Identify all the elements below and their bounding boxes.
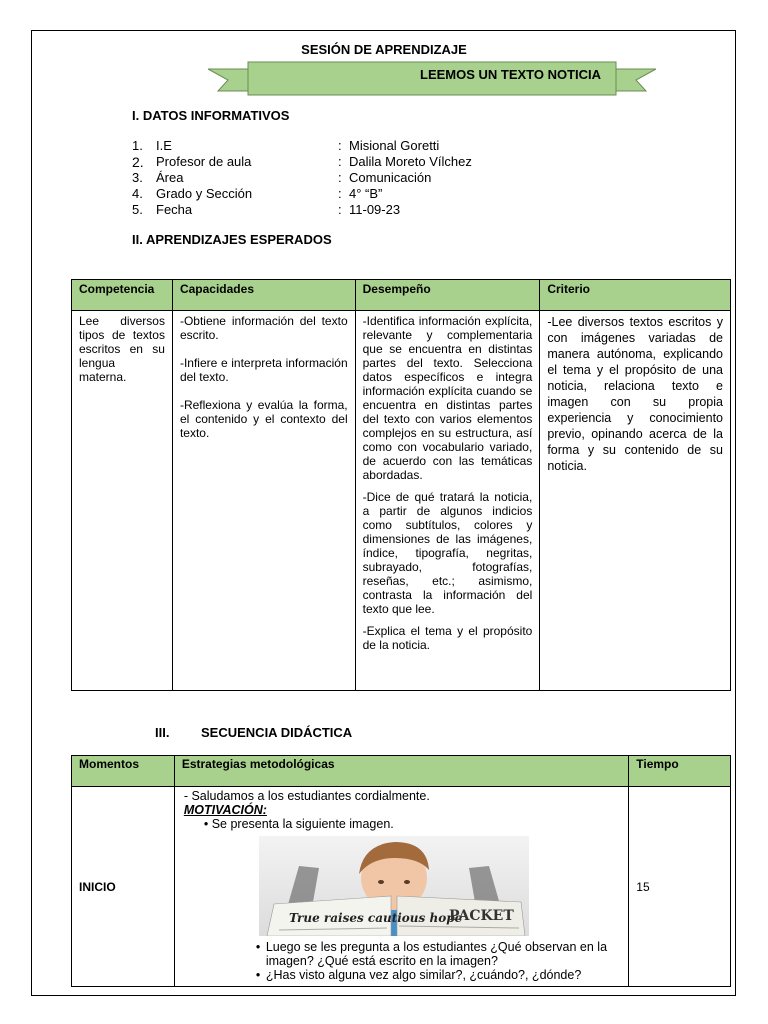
cell-momento: INICIO — [72, 787, 175, 987]
newspaper-headline-right: PACKET — [448, 908, 514, 924]
desempeno-item: -Explica el tema y el propósito de la noticia. — [362, 624, 533, 652]
header-momentos: Momentos — [72, 756, 175, 787]
header-estrategias: Estrategias metodológicas — [174, 756, 628, 787]
aprendizajes-table — [71, 279, 731, 691]
criterio-text: -Lee diversos textos escritos y con imágenes variadas de manera autónoma, explicando el tema y el propósito de una noticia, relaciona texto e imagen con su propia experiencia y conocimiento previo, opinando acerca de la forma y su contenido de su noticia. — [547, 315, 723, 473]
desempeno-item: -Identifica información explícita, relevante y complementaria que se encuentra en distintas partes del texto. Selecciona datos específicos e integra información explícita cuando se encuentra en distintas partes del texto con varios elementos complejos en su estructura, así como con vocabulario variado, de acuerdo con las temáticas abordadas. — [362, 314, 533, 482]
banner-title: LEEMOS UN TEXTO NOTICIA — [420, 67, 602, 82]
table-header-row — [72, 280, 731, 311]
bullet-icon: • — [203, 817, 212, 831]
capacidad-item: -Reflexiona y evalúa la forma, el contenido y el contexto del texto. — [179, 398, 348, 440]
capacidad-item: -Obtiene información del texto escrito. — [179, 314, 348, 342]
section-aprendizajes-heading: II. APRENDIZAJES ESPERADOS — [132, 232, 332, 247]
question-item — [184, 968, 621, 982]
table-row — [72, 787, 731, 987]
header-desempeno: Desempeño — [355, 280, 540, 311]
motivation-label: MOTIVACIÓN: — [183, 803, 267, 817]
cell-competencia — [72, 311, 173, 691]
info-label: I.E — [156, 138, 172, 153]
question-item — [184, 940, 621, 968]
cell-desempeno — [355, 311, 540, 691]
desempeno-item: -Dice de qué tratará la noticia, a partir de algunos indicios como subtítulos, colores y dimensiones de las imágenes, índice, tipografía, negritas, subrayado, fotografías, reseñas, etc.; asimismo, contrasta la información del texto que lee. — [362, 490, 533, 616]
table-header-row — [72, 756, 731, 787]
info-label: Profesor de aula — [156, 154, 252, 169]
secuencia-table — [71, 755, 731, 987]
info-value: Comunicación — [349, 170, 432, 185]
info-num: 4. — [132, 186, 143, 201]
header-tiempo: Tiempo — [629, 756, 731, 787]
info-value: 11-09-23 — [349, 202, 401, 217]
info-colon: : — [338, 138, 342, 153]
header-capacidades: Capacidades — [172, 280, 355, 311]
info-value: 4° “B” — [349, 186, 383, 201]
cell-criterio — [540, 311, 731, 691]
info-num: 1. — [132, 138, 143, 153]
info-row-area — [132, 170, 532, 186]
question-text: • ¿Has visto alguna vez algo similar?, ¿cuándo?, ¿dónde? — [265, 968, 582, 982]
competencia-text: Lee diversos tipos de textos escritos en su lengua materna. — [79, 314, 165, 384]
section-secuencia-heading: SECUENCIA DIDÁCTICA — [201, 725, 353, 740]
header-criterio: Criterio — [540, 280, 731, 311]
info-value: Misional Goretti — [349, 138, 440, 153]
info-value: Dalila Moreto Vílchez — [349, 154, 472, 169]
cell-estrategias — [174, 787, 628, 987]
info-colon: : — [338, 202, 342, 217]
info-row-grado — [132, 186, 532, 202]
info-num: 3. — [132, 170, 143, 185]
cell-capacidades — [172, 311, 355, 691]
section-datos-heading: I. DATOS INFORMATIVOS — [132, 108, 290, 123]
header-competencia: Competencia — [72, 280, 173, 311]
greeting-text: - Saludamos a los estudiantes cordialmente. — [183, 789, 430, 803]
info-label: Área — [156, 170, 184, 185]
newspaper-headline-left: True raises cautious hope — [288, 911, 463, 925]
info-list — [132, 138, 532, 218]
info-colon: : — [338, 170, 342, 185]
image-intro-item — [184, 817, 621, 831]
info-row-profesor — [132, 154, 532, 170]
capacidad-item: -Infiere e interpreta información del texto. — [179, 356, 348, 384]
info-colon: : — [338, 154, 342, 169]
table-row — [72, 311, 731, 691]
question-text: • Luego se les pregunta a los estudiantes ¿Qué observan en la imagen? ¿Qué está escrito en la imagen? — [265, 940, 608, 968]
image-intro-text: Se presenta la siguiente imagen. — [211, 817, 394, 831]
child-reading-newspaper-photo — [259, 836, 529, 936]
info-row-fecha — [132, 202, 532, 218]
info-num: 5. — [132, 202, 143, 217]
info-colon: : — [338, 186, 342, 201]
section-secuencia-num: III. — [155, 725, 170, 740]
cell-tiempo: 15 — [629, 787, 731, 987]
document-title: SESIÓN DE APRENDIZAJE — [301, 42, 467, 57]
info-label: Fecha — [156, 202, 193, 217]
info-num: 2. — [132, 154, 144, 170]
info-label: Grado y Sección — [156, 186, 253, 201]
info-row-ie — [132, 138, 532, 154]
